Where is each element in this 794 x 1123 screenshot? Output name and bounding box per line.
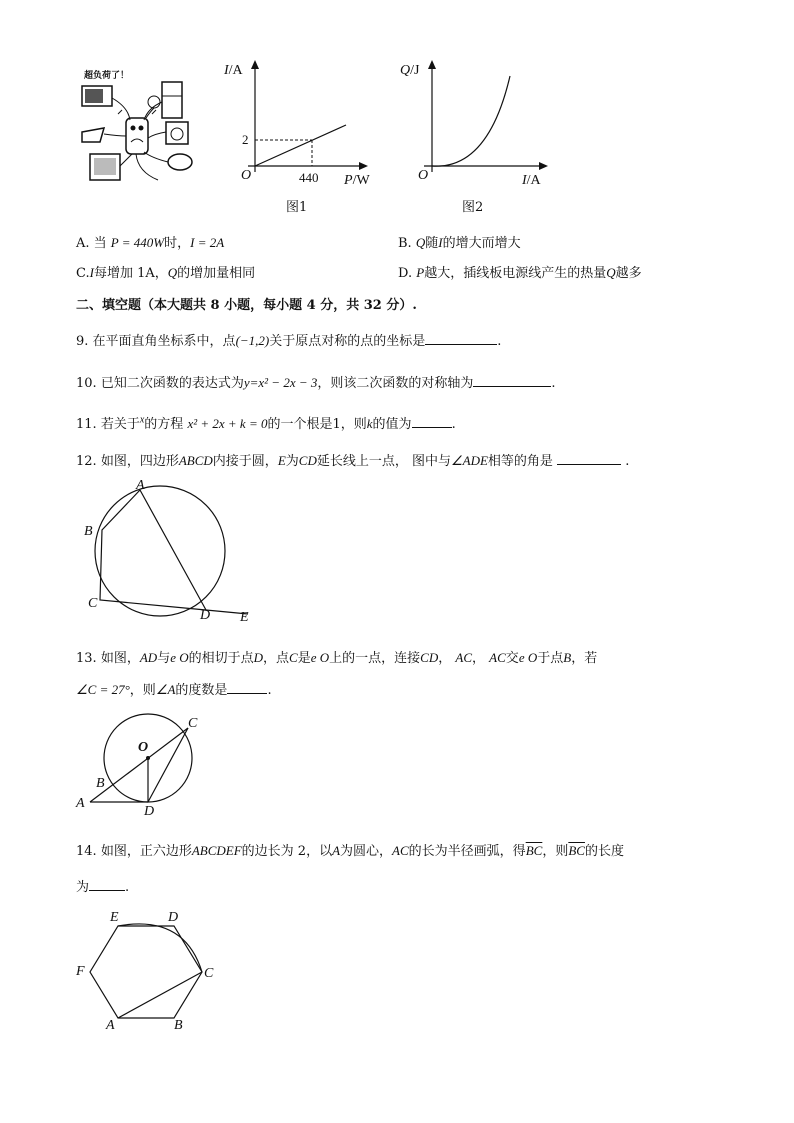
fig14-label-b: B — [174, 1018, 183, 1033]
fig12-label-e: E — [240, 610, 249, 625]
fig14-line-ac — [118, 972, 202, 1018]
fig2-y-arrow — [428, 60, 436, 69]
q8-option-d: D. P越大，插线板电源线产生的热量Q越多 — [398, 265, 642, 281]
figure-2 — [398, 58, 558, 216]
fig1-y-label: I/A — [224, 63, 243, 78]
question-11: 11. 若关于$^x$的方程 x² + 2x + k = 0的一个根是1，则k的值为 . — [76, 414, 456, 432]
fig14-label-d: D — [168, 910, 179, 925]
fig13-label-o: O — [138, 740, 149, 755]
fig12-label-c: C — [88, 596, 98, 611]
fig12-label-a: A — [136, 478, 145, 493]
fig13-label-d: D — [144, 804, 155, 819]
fig2-x-label: I/A — [522, 173, 541, 188]
q14-answer-blank[interactable] — [89, 878, 125, 891]
fig13-center-dot — [146, 756, 150, 760]
figure-1 — [222, 58, 382, 216]
question-14-line-2: 为 . — [76, 880, 130, 895]
fig12-circle — [95, 486, 225, 616]
fig2-x-arrow — [539, 162, 548, 170]
fig12-label-b: B — [84, 524, 93, 539]
q8-option-a: A. 当 P = 440W时，I = 2A — [76, 235, 225, 251]
fig12-quadrilateral — [100, 490, 206, 610]
fig13-label-a: A — [76, 796, 85, 811]
fig2-origin: O — [418, 168, 429, 183]
fig1-caption: 图1 — [286, 200, 308, 215]
figure-q14 — [74, 906, 224, 1036]
q8-option-b: B. Q随I的增大而增大 — [398, 235, 521, 251]
fig1-x-label: P/W — [344, 173, 370, 188]
fig14-label-f: F — [76, 964, 85, 979]
fig13-line-cd — [148, 728, 188, 802]
fig2-curve — [432, 76, 510, 166]
q14-arc-bc-2: $\overline{BC}$ — [568, 843, 585, 858]
appliances-illustration — [78, 62, 200, 188]
q9-answer-blank[interactable] — [425, 332, 497, 345]
q14-arc-bc: $\overline{BC}$ — [525, 843, 543, 858]
fig14-label-c: C — [204, 966, 214, 981]
question-12: 12. 如图，四边形ABCD内接于圆，E为CD延长线上一点， 图中与∠ADE相等的角是 . — [76, 453, 630, 469]
question-14-line-1: 14. 如图，正六边形ABCDEF的边长为 2，以A为圆心，AC的长为半径画弧，得$\overline{BC}$，则$\overline{BC}$的长度 — [76, 843, 624, 859]
fig14-label-e: E — [110, 910, 119, 925]
question-9: 9. 在平面直角坐标系中，点(−1,2)关于原点对称的点的坐标是 . — [76, 333, 502, 349]
fig14-label-a: A — [106, 1018, 115, 1033]
fig2-caption: 图2 — [462, 200, 484, 215]
fig14-hexagon — [90, 926, 202, 1018]
overload-cartoon — [78, 62, 200, 188]
fig1-x-arrow — [359, 162, 368, 170]
fig2-y-label: Q/J — [400, 63, 420, 78]
q10-answer-blank[interactable] — [473, 374, 551, 387]
fig1-y-tick: 2 — [242, 132, 249, 147]
q12-answer-blank[interactable] — [557, 452, 621, 465]
question-13-line-1: 13. 如图，AD与e O的相切于点D，点C是e O上的一点，连接CD， AC， AC交e O于点B，若 — [76, 650, 598, 666]
fig14-svg — [74, 906, 224, 1036]
q8-option-c: C.I每增加 1A，Q的增加量相同 — [76, 265, 256, 281]
question-13-line-2: ∠C = 27°，则∠A的度数是 . — [76, 682, 272, 698]
fig14-arc — [118, 924, 202, 972]
fig13-label-c: C — [188, 716, 198, 731]
figure-q12 — [80, 478, 260, 628]
figure-q13 — [76, 712, 216, 824]
q11-answer-blank[interactable] — [412, 415, 452, 428]
cartoon-caption: 超负荷了！ — [84, 71, 130, 81]
fig1-y-arrow — [251, 60, 259, 69]
section-2-title: 二、填空题（本大题共 8 小题，每小题 4 分，共 32 分）. — [76, 298, 417, 313]
q13-answer-blank[interactable] — [227, 681, 267, 694]
fig1-line — [255, 125, 346, 166]
fig1-x-tick: 440 — [299, 170, 319, 185]
fig1-origin: O — [241, 168, 252, 183]
fig12-label-d: D — [200, 608, 211, 623]
question-10: 10. 已知二次函数的表达式为y=x² − 2x − 3，则该二次函数的对称轴为 . — [76, 375, 556, 391]
fig12-svg — [80, 478, 260, 628]
fig13-label-b: B — [96, 776, 105, 791]
